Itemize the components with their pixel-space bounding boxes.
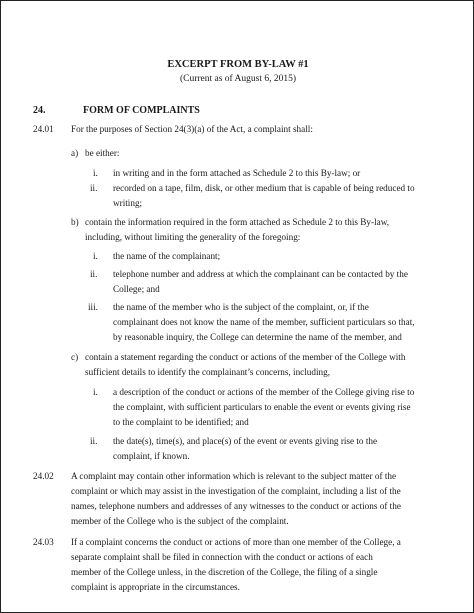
- clause-24-02-line3: names, telephone numbers and addresses of any witnesses to the conduct or actions of the: [71, 501, 401, 511]
- item-b-iii-label: iii.: [88, 302, 98, 312]
- clause-24-01-number: 24.01: [33, 124, 54, 134]
- item-a-ii-line1: recorded on a tape, film, disk, or other medium that is capable of being reduced to: [113, 183, 415, 193]
- item-a-i-text: in writing and in the form attached as Schedule 2 to this By-law; or: [113, 168, 361, 178]
- item-c-line1: contain a statement regarding the conduct or actions of the member of the College with: [85, 352, 406, 362]
- clause-24-03-line3: member of the College unless, in the discretion of the College, the filing of a single: [71, 567, 378, 577]
- item-a-ii-line2: writing;: [113, 198, 143, 208]
- document-title: EXCERPT FROM BY-LAW #1: [167, 59, 309, 70]
- clause-24-02-line1: A complaint may contain other information which is relevant to the subject matter of the: [71, 471, 397, 481]
- item-c-i-line3: to the complaint to be identified; and: [113, 417, 249, 427]
- item-c-i-line1: a description of the conduct or actions of the member of the College giving rise to: [113, 387, 415, 397]
- section-number: 24.: [33, 105, 46, 116]
- clause-24-03-line4: complaint is appropriate in the circumstances.: [71, 582, 240, 592]
- item-b-ii-line1: telephone number and address at which the complainant can be contacted by the: [113, 269, 408, 279]
- clause-24-01-text: For the purposes of Section 24(3)(a) of the Act, a complaint shall:: [71, 124, 313, 134]
- clause-24-03-line2: separate complaint shall be filed in connection with the conduct or actions of each: [71, 552, 373, 562]
- section-heading: FORM OF COMPLAINTS: [83, 105, 200, 116]
- item-c-ii-line2: complaint, if known.: [113, 451, 190, 461]
- item-b-ii-label: ii.: [90, 269, 98, 279]
- item-b-iii-line2: complainant does not know the name of the member, sufficient particulars so that,: [113, 317, 415, 327]
- item-c-i-line2: the complaint, with sufficient particulars to enable the event or events giving rise: [113, 402, 411, 412]
- item-a-text: be either:: [85, 148, 120, 158]
- clause-24-03-number: 24.03: [33, 537, 54, 547]
- item-b-label: b): [71, 217, 79, 227]
- item-b-i-text: the name of the complainant;: [113, 251, 221, 261]
- item-b-line1: contain the information required in the form attached as Schedule 2 to this By-law,: [85, 217, 390, 227]
- clause-24-02-number: 24.02: [33, 471, 54, 481]
- item-c-i-label: i.: [93, 387, 98, 397]
- item-c-ii-label: ii.: [90, 436, 98, 446]
- item-b-ii-line2: College; and: [113, 284, 160, 294]
- clause-24-02-line4: member of the College who is the subject of the complaint.: [71, 516, 289, 526]
- item-b-line2: including, without limiting the generality of the foregoing:: [85, 232, 301, 242]
- clause-24-02-line2: complaint or which may assist in the investigation of the complaint, including a list of the: [71, 486, 401, 496]
- document-subtitle: (Current as of August 6, 2015): [179, 74, 297, 84]
- item-a-i-label: i.: [93, 168, 98, 178]
- item-c-label: c): [71, 352, 79, 362]
- item-b-i-label: i.: [93, 251, 98, 261]
- item-a-label: a): [71, 148, 79, 158]
- item-a-ii-label: ii.: [90, 183, 98, 193]
- item-b-iii-line1: the name of the member who is the subject of the complaint, or, if the: [113, 302, 369, 312]
- item-c-line2: sufficient details to identify the complainant’s concerns, including,: [85, 367, 331, 377]
- clause-24-03-line1: If a complaint concerns the conduct or actions of more than one member of the College, a: [71, 537, 401, 547]
- item-b-iii-line3: by reasonable inquiry, the College can determine the name of the member, and: [113, 332, 402, 342]
- item-c-ii-line1: the date(s), time(s), and place(s) of the event or events giving rise to the: [113, 436, 378, 446]
